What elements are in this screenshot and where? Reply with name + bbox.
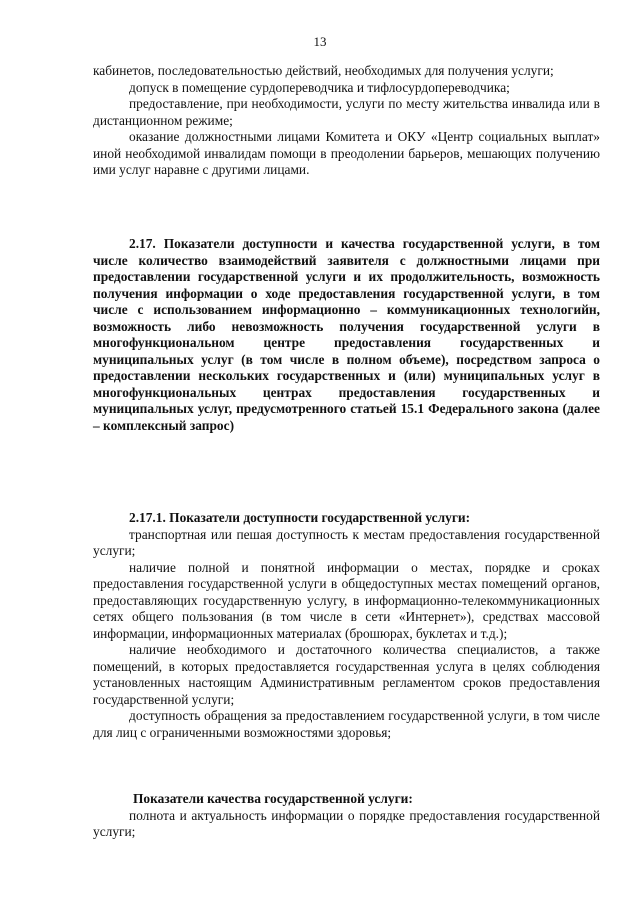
subsection-heading: 2.17.1. Показатели доступности государственной услуги: [129,510,471,525]
paragraph: наличие полной и понятной информации о местах, порядке и сроках предоставления государственной услуги в общедоступных местах помещений органов, предоставляющих государственную услугу, в информационно-телекоммуникационных сетях общего пользования (в том числе в сети «Интернет»), средствах массовой информации, информационных материалах (брошюрах, буклетах и т.д.); [93,559,600,641]
accessibility-measures-list [93,63,600,179]
page-number: 13 [313,34,327,49]
section-2-17-1 [93,510,600,741]
paragraph: оказание должностными лицами Комитета и ОКУ «Центр социальных выплат» иной необходимой инвалидам помощи в преодолении барьеров, мешающих получению ими услуг наравне с другими лицами. [93,129,600,177]
subsection-heading: Показатели качества государственной услуги: [133,791,413,806]
paragraph: кабинетов, последовательностью действий, необходимых для получения услуги; [93,63,554,78]
paragraph: предоставление, при необходимости, услуги по месту жительства инвалида или в дистанционном режиме; [93,96,600,128]
quality-indicators [93,791,600,841]
paragraph: полнота и актуальность информации о порядке предоставления государственной услуги; [93,807,600,839]
paragraph: допуск в помещение сурдопереводчика и тифлосурдопереводчика; [129,79,510,95]
paragraph: наличие необходимого и достаточного количества специалистов, а также помещений, в которых предоставляется государственная услуга в целях соблюдения установленных настоящим Административным регламентом сроков предоставления государственной услуги; [93,642,600,707]
paragraph: доступность обращения за предоставлением государственной услуги, в том числе для лиц с ограниченными возможностями здоровья; [93,708,600,740]
paragraph: транспортная или пешая доступность к местам предоставления государственной услуги; [93,526,600,558]
section-heading: 2.17. Показатели доступности и качества государственной услуги, в том числе количество взаимодействий заявителя с должностными лицами при предоставлении государственной услуги и их продолжительность, возможность получения информации о ходе предоставления государственной услуги, в том числе с использованием информационно – коммуникационных технологийн, возможность либо невозможность получения государственной услуги в многофункциональном центре предоставления государственных и муниципальных услуг (в том числе в полном объеме), посредством запроса о предоставлении нескольких государственных и (или) муниципальных услуг в многофункциональных центрах предоставления государственных и муниципальных услуг, предусмотренного статьей 15.1 Федерального закона (далее – комплексный запрос) [93,236,600,433]
section-2-17 [93,236,600,434]
